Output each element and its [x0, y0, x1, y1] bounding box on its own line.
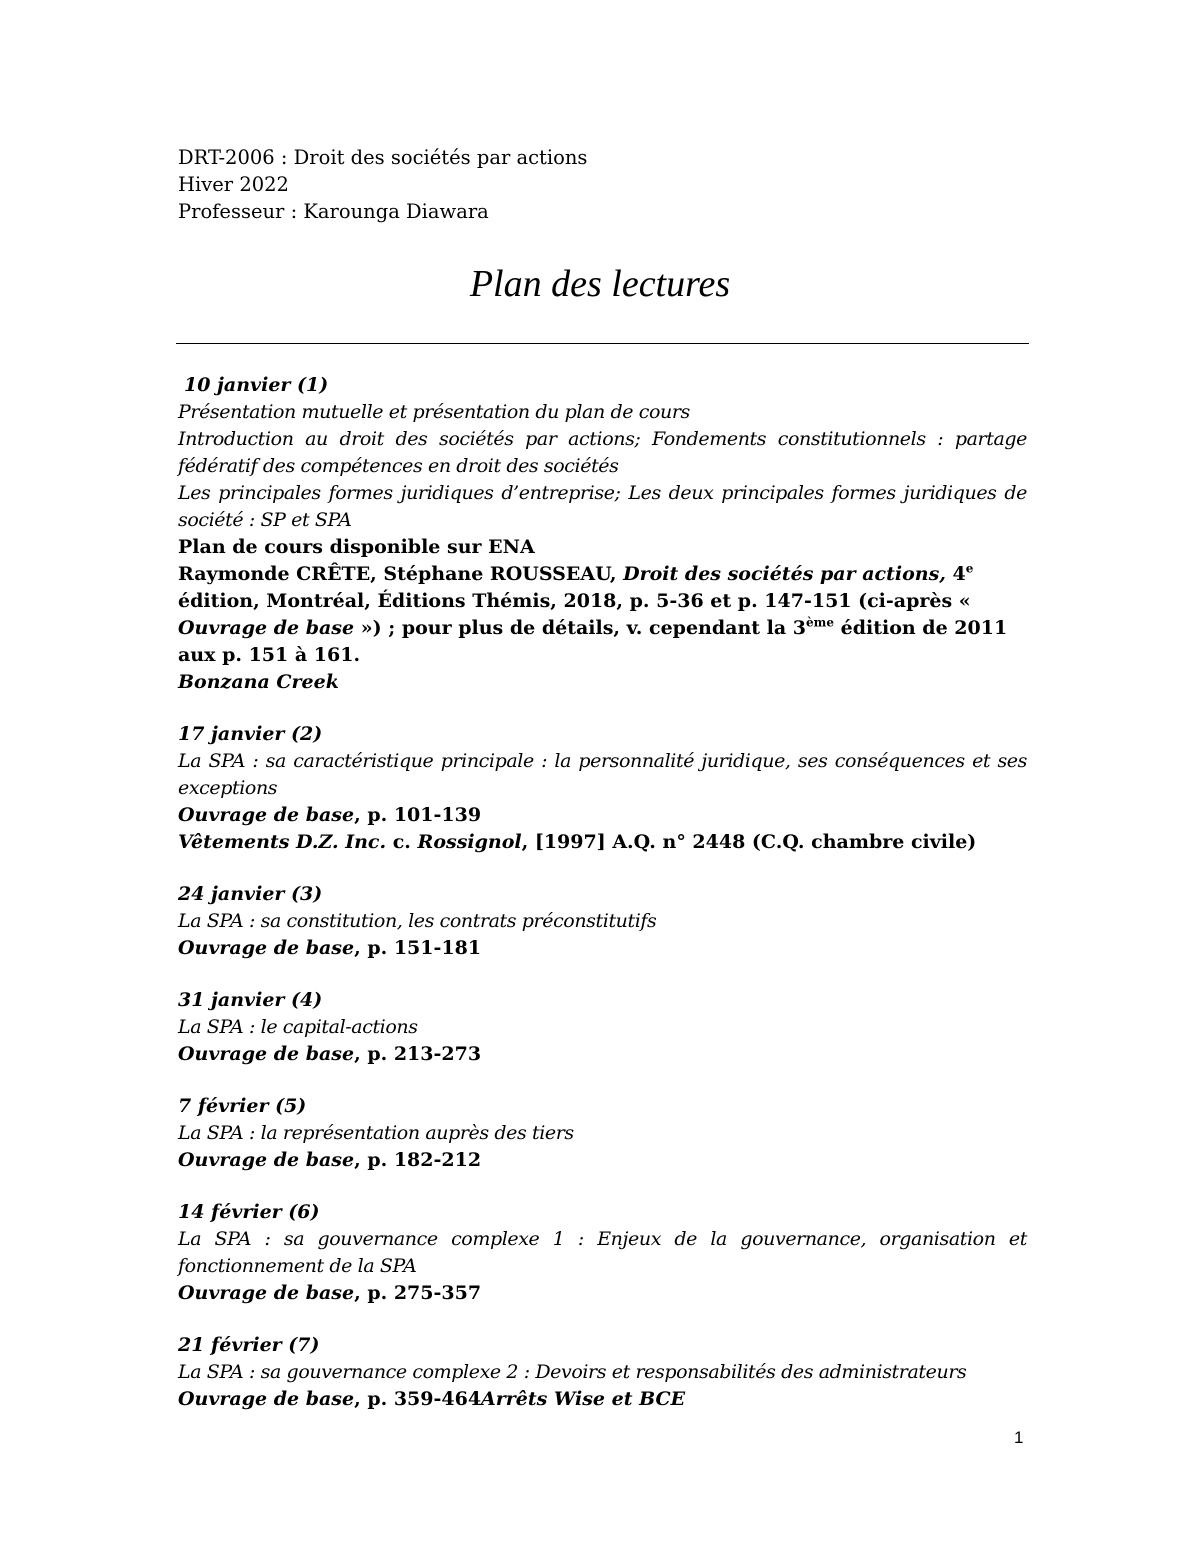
ref-pages: , p. 275-357: [354, 1282, 482, 1304]
case-citation: , [1997] A.Q. n° 2448 (C.Q. chambre civile): [521, 831, 977, 853]
session-21-fevrier: [178, 1332, 1027, 1413]
case-party-b: Rossignol: [417, 831, 522, 853]
session-topic: Les principales formes juridiques d’entreprise; Les deux principales formes juridiques de société : SP et SPA: [178, 482, 1027, 531]
session-date: 17 janvier (2): [178, 723, 323, 745]
ref-edition-sup: e: [965, 561, 974, 576]
ref-short-title: Ouvrage de base: [178, 617, 355, 639]
session-topic: La SPA : sa constitution, les contrats préconstitutifs: [178, 910, 657, 932]
session-24-janvier: [178, 881, 1027, 962]
ref-pages: , p. 101-139: [354, 804, 482, 826]
reading-plan: [178, 372, 1027, 1438]
session-17-janvier: [178, 721, 1027, 856]
session-topic: Présentation mutuelle et présentation du plan de cours: [178, 401, 690, 423]
reading-reference: [178, 802, 1027, 829]
reading-reference: [178, 1041, 1027, 1068]
session-date: 7 février (5): [178, 1095, 307, 1117]
ref-pages: , p. 359-464: [354, 1388, 482, 1410]
reading-reference: [178, 1147, 1027, 1174]
ref-short-title: Ouvrage de base: [178, 937, 355, 959]
course-header: [178, 144, 587, 225]
case-versus: c.: [386, 831, 418, 853]
session-date: 14 février (6): [178, 1201, 320, 1223]
ref-after: ») ; pour plus de détails, v. cependant la 3: [354, 617, 807, 639]
ref-end: édition de 2011 aux p. 151 à 161.: [178, 617, 1008, 666]
session-31-janvier: [178, 987, 1027, 1068]
session-topic: Introduction au droit des sociétés par actions; Fondements constitutionnels : partage fédératif des compétences en droit des sociétés: [178, 428, 1027, 477]
session-topic: La SPA : sa gouvernance complexe 1 : Enjeux de la gouvernance, organisation et fonctionnement de la SPA: [178, 1228, 1027, 1277]
reading-reference: [178, 1386, 1027, 1413]
session-date: 31 janvier (4): [178, 989, 323, 1011]
ref-edition-num: 4: [945, 563, 966, 585]
ref-authors: Raymonde CRÊTE, Stéphane ROUSSEAU,: [178, 563, 624, 585]
ref-pages: , p. 151-181: [354, 937, 482, 959]
case-name: Bonzana Creek: [178, 671, 339, 693]
ref-short-title: Ouvrage de base: [178, 1149, 355, 1171]
session-topic: La SPA : la représentation auprès des tiers: [178, 1122, 574, 1144]
course-term: Hiver 2022: [178, 173, 289, 196]
session-date: 10 janvier (1): [184, 374, 329, 396]
page-number: 1: [1014, 1428, 1024, 1447]
ref-pages: , p. 182-212: [354, 1149, 482, 1171]
case-party-a: Vêtements D.Z. Inc.: [178, 831, 387, 853]
session-date: 21 février (7): [178, 1334, 320, 1356]
ref-short-title: Ouvrage de base: [178, 1282, 355, 1304]
session-topic: La SPA : le capital-actions: [178, 1016, 418, 1038]
course-professor: Professeur : Karounga Diawara: [178, 200, 489, 223]
ref-book-title: Droit des sociétés par actions,: [623, 563, 946, 585]
reading-reference: [178, 1280, 1027, 1307]
session-10-janvier: [178, 372, 1027, 696]
session-date: 24 janvier (3): [178, 883, 323, 905]
ref-edition-sup-2: ème: [806, 615, 834, 630]
plan-note: Plan de cours disponible sur ENA: [178, 536, 535, 558]
case-reference: [178, 829, 1027, 856]
session-topic: La SPA : sa gouvernance complexe 2 : Devoirs et responsabilités des administrateurs: [178, 1361, 967, 1383]
ref-short-title: Ouvrage de base: [178, 804, 355, 826]
title-divider: [176, 343, 1029, 344]
session-topic: La SPA : sa caractéristique principale : la personnalité juridique, ses conséquences et ses exceptions: [178, 750, 1027, 799]
session-14-fevrier: [178, 1199, 1027, 1307]
reading-reference: [178, 935, 1027, 962]
course-code-title: DRT-2006 : Droit des sociétés par actions: [178, 146, 588, 169]
ref-extra-cases: Arrêts Wise et BCE: [481, 1388, 686, 1410]
session-7-fevrier: [178, 1093, 1027, 1174]
ref-short-title: Ouvrage de base: [178, 1043, 355, 1065]
ref-pages: , p. 213-273: [354, 1043, 482, 1065]
ref-edition-rest: édition, Montréal, Éditions Thémis, 2018, p. 5-36 et p. 147-151 (ci-après «: [178, 590, 971, 612]
reference-textbook: [178, 561, 1027, 669]
ref-short-title: Ouvrage de base: [178, 1388, 355, 1410]
page-title: Plan des lectures: [469, 263, 731, 305]
